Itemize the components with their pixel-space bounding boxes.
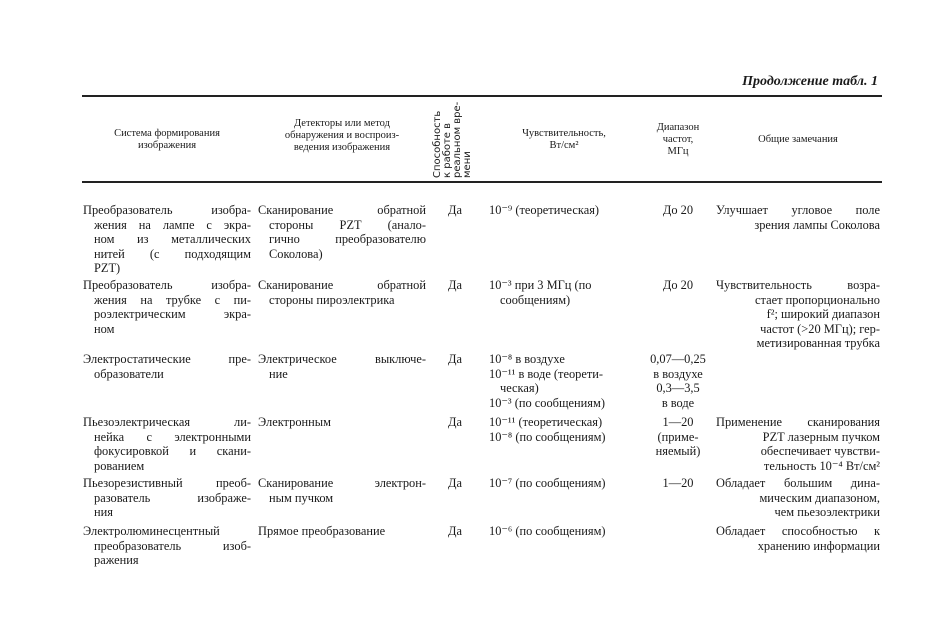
cell-detector xyxy=(258,352,426,381)
cell-line: Да xyxy=(448,203,462,217)
cell-line: 10⁻⁷ (по сообщениям) xyxy=(489,476,606,490)
header-line: изображения xyxy=(137,140,197,151)
header-bottom-rule xyxy=(82,181,882,183)
cell-freq xyxy=(643,415,713,459)
cell-line: стает пропорционально xyxy=(755,292,880,307)
cell-line: Сканирование обратной xyxy=(258,278,426,292)
header-notes xyxy=(716,134,880,146)
cell-line: ном xyxy=(94,321,115,336)
cell-line: в воде xyxy=(661,395,695,410)
cell-line: 10⁻⁸ в воздухе xyxy=(489,352,565,366)
cell-line: метизированная трубка xyxy=(756,336,880,351)
cell-line: (приме- xyxy=(657,429,699,444)
cell-line: ном из металлических xyxy=(94,232,251,247)
cell-freq xyxy=(643,203,713,218)
cell-line: зрения лампы Соколова xyxy=(754,217,880,232)
cell-system xyxy=(83,524,251,568)
cell-line: Сканирование обратной xyxy=(258,203,426,217)
table-top-rule xyxy=(82,95,882,97)
header-freq xyxy=(643,122,713,158)
cell-line: Обладает способностью к xyxy=(716,524,880,538)
cell-line: 10⁻⁹ (теоретическая) xyxy=(489,203,600,217)
cell-line: сообщениям) xyxy=(500,292,571,307)
cell-line: 10⁻³ (по сообщениям) xyxy=(489,395,605,410)
cell-line: образователи xyxy=(94,366,164,381)
cell-notes xyxy=(716,203,880,232)
header-realtime xyxy=(433,100,513,180)
cell-freq xyxy=(643,278,713,293)
cell-realtime xyxy=(440,203,470,218)
cell-line: рованием xyxy=(94,458,145,473)
cell-sensitivity xyxy=(489,352,639,410)
cell-line: Да xyxy=(448,415,462,429)
header-line: частот, xyxy=(662,134,694,145)
cell-line: Да xyxy=(448,476,462,490)
header-line: Чувствительность, xyxy=(522,128,606,139)
cell-line: ным пучком xyxy=(269,490,334,505)
cell-realtime xyxy=(440,476,470,491)
cell-system xyxy=(83,352,251,381)
cell-line: мическим диапазоном, xyxy=(759,490,880,505)
cell-line: Прямое преобразование xyxy=(258,524,386,538)
cell-line: 10⁻³ при 3 МГц (по xyxy=(489,278,592,292)
cell-line: в воздухе xyxy=(653,366,703,381)
cell-line: PZT) xyxy=(94,261,121,276)
cell-line: Преобразователь изобра- xyxy=(83,278,251,292)
cell-system xyxy=(83,415,251,473)
header-line: Общие замечания xyxy=(758,134,838,145)
cell-line: гично преобразователю xyxy=(269,232,426,247)
cell-line: ние xyxy=(269,366,288,381)
cell-system xyxy=(83,278,251,336)
cell-notes xyxy=(716,415,880,473)
cell-line: нитей (с подходящим xyxy=(94,246,251,261)
cell-line: Улучшает угловое поле xyxy=(716,203,880,217)
header-line: МГц xyxy=(667,146,689,157)
header-line: Способность xyxy=(432,110,443,178)
cell-sensitivity xyxy=(489,278,639,307)
cell-line: Электролюминесцентный xyxy=(83,524,220,538)
header-system xyxy=(83,128,251,152)
cell-line: Да xyxy=(448,524,462,538)
header-line: обнаружения и воспроиз- xyxy=(284,130,400,141)
header-line: Вт/см² xyxy=(549,140,579,151)
cell-line: 10⁻⁶ (по сообщениям) xyxy=(489,524,606,538)
cell-line: тельность 10⁻⁴ Вт/см² xyxy=(763,458,880,473)
cell-line: Применение сканирования xyxy=(716,415,880,429)
cell-line: 10⁻¹¹ в воде (теорети- xyxy=(489,366,604,381)
header-detector xyxy=(258,118,426,154)
cell-line: Пьезоэлектрическая ли- xyxy=(83,415,251,429)
cell-sensitivity xyxy=(489,476,639,491)
cell-notes xyxy=(716,524,880,553)
cell-line: ражения xyxy=(94,553,139,568)
header-line: к работе в xyxy=(442,122,453,178)
cell-detector xyxy=(258,524,426,539)
cell-line: жения на трубке с пи- xyxy=(94,292,251,307)
cell-line: няемый) xyxy=(655,444,701,459)
header-line: мени xyxy=(462,151,473,178)
cell-realtime xyxy=(440,352,470,367)
cell-realtime xyxy=(440,278,470,293)
cell-line: Электростатические пре- xyxy=(83,352,251,366)
cell-line: Электронным xyxy=(258,415,331,429)
cell-line: разователь изображе- xyxy=(94,490,251,505)
cell-line: До 20 xyxy=(662,278,694,292)
cell-line: Электрическое выключе- xyxy=(258,352,426,366)
cell-line: 10⁻⁸ (по сообщениям) xyxy=(489,429,606,444)
cell-line: ческая) xyxy=(500,381,539,396)
cell-detector xyxy=(258,476,426,505)
table-continuation-label: Продолжение табл. 1 xyxy=(742,74,878,89)
header-line: ведения изображения xyxy=(293,142,391,153)
cell-line: стороны PZT (анало- xyxy=(269,217,426,232)
cell-line: 1—20 xyxy=(662,476,694,490)
cell-detector xyxy=(258,415,426,430)
cell-line: нейка с электронными xyxy=(94,429,251,444)
cell-line: 0,3—3,5 xyxy=(656,381,700,396)
cell-line: 10⁻¹¹ (теоретическая) xyxy=(489,415,603,429)
cell-freq xyxy=(643,352,713,410)
header-line: Диапазон xyxy=(656,122,700,133)
cell-line: частот (>20 МГц); гер- xyxy=(760,321,880,336)
cell-line: 1—20 xyxy=(662,415,694,429)
cell-sensitivity xyxy=(489,203,639,218)
header-line: реальном вре- xyxy=(452,101,463,178)
cell-detector xyxy=(258,278,426,307)
cell-system xyxy=(83,203,251,276)
cell-notes xyxy=(716,476,880,520)
cell-line: фокусировкой и скани- xyxy=(94,444,251,459)
cell-sensitivity xyxy=(489,415,639,444)
cell-line: хранению информации xyxy=(757,538,880,553)
cell-sensitivity xyxy=(489,524,639,539)
cell-line: чем пьезоэлектрики xyxy=(774,505,880,520)
cell-line: обеспечивает чувстви- xyxy=(760,444,880,459)
cell-line: Соколова) xyxy=(269,246,323,261)
cell-line: Обладает большим дина- xyxy=(716,476,880,490)
cell-line: стороны пироэлектрика xyxy=(269,292,395,307)
cell-line: Преобразователь изобра- xyxy=(83,203,251,217)
cell-detector xyxy=(258,203,426,261)
cell-line: PZT лазерным пучком xyxy=(762,429,880,444)
cell-line: Чувствительность возра- xyxy=(716,278,880,292)
cell-line: Сканирование электрон- xyxy=(258,476,426,490)
cell-line: f²; широкий диапазон xyxy=(766,307,880,322)
cell-realtime xyxy=(440,524,470,539)
cell-line: ния xyxy=(94,505,113,520)
cell-freq xyxy=(643,476,713,491)
header-line: Детекторы или метод xyxy=(294,118,390,129)
cell-line: До 20 xyxy=(662,203,694,217)
header-line: Система формирования xyxy=(114,128,220,139)
cell-line: Да xyxy=(448,278,462,292)
cell-line: преобразователь изоб- xyxy=(94,538,251,553)
cell-line: роэлектрическим экра- xyxy=(94,307,251,322)
cell-notes xyxy=(716,278,880,351)
cell-line: Пьезорезистивный преоб- xyxy=(83,476,251,490)
cell-realtime xyxy=(440,415,470,430)
cell-line: 0,07—0,25 xyxy=(650,352,706,366)
cell-line: Да xyxy=(448,352,462,366)
cell-system xyxy=(83,476,251,520)
cell-line: жения на лампе с экра- xyxy=(94,217,251,232)
